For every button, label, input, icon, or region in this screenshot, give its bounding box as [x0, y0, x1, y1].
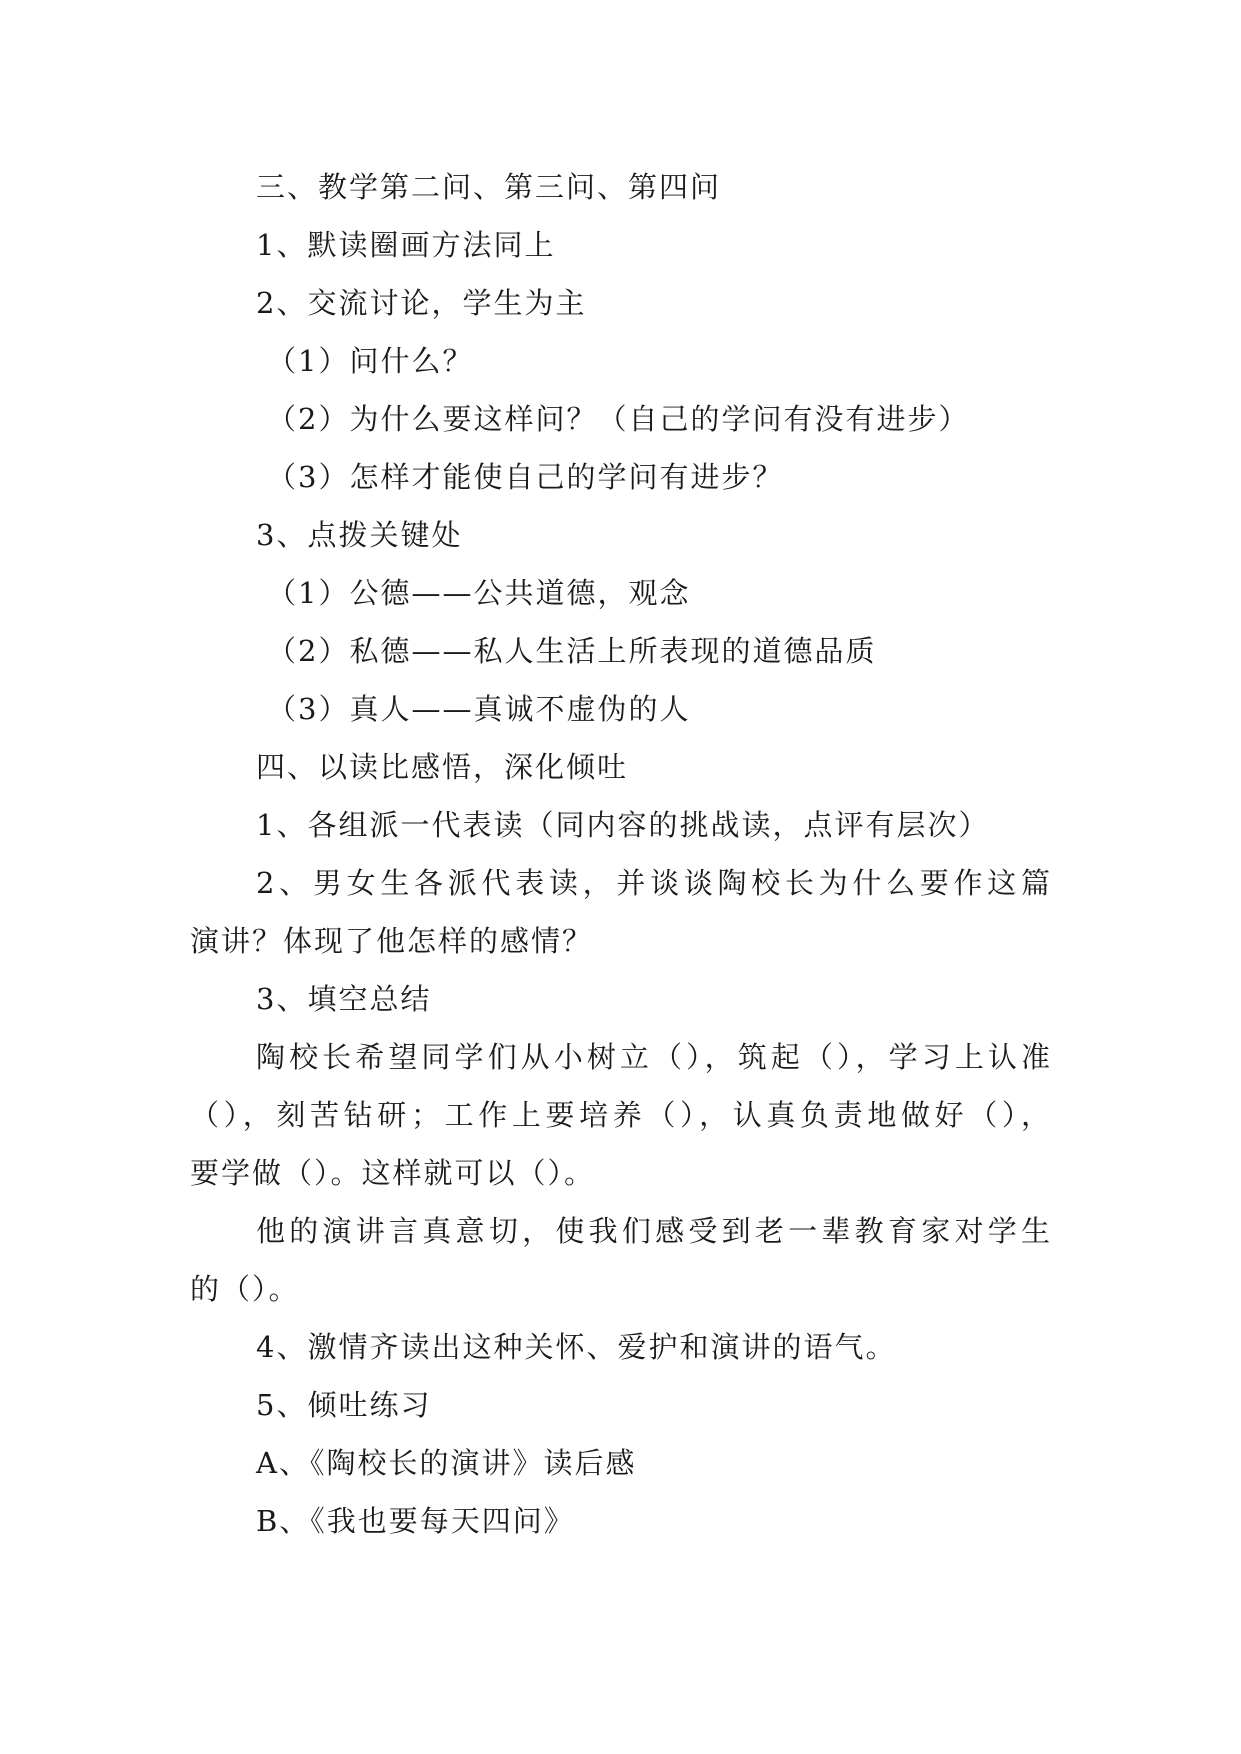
- speech-summary-line-2: 的（）。: [190, 1272, 300, 1306]
- question-item-3: （3）怎样才能使自己的学问有进步？: [267, 460, 784, 494]
- reading-step-2: 2、男女生各派代表读，并谈谈陶校长为什么要作这篇: [256, 866, 1052, 900]
- keypoint-item-3: （3）真人——真诚不虚伪的人: [267, 692, 691, 726]
- reading-step-1: 1、各组派一代表读（同内容的挑战读，点评有层次）: [256, 808, 990, 842]
- question-item-1: （1）问什么？: [267, 344, 474, 378]
- speech-summary-line-1: 他的演讲言真意切，使我们感受到老一辈教育家对学生: [256, 1214, 1052, 1248]
- step-3: 3、点拨关键处: [256, 518, 463, 552]
- section-heading-4: 四、以读比感悟，深化倾吐: [256, 750, 629, 784]
- document-body: [190, 158, 1052, 1550]
- question-item-2: （2）为什么要这样问？（自己的学问有没有进步）: [267, 402, 970, 436]
- exercise-option-a: A、《陶校长的演讲》读后感: [256, 1446, 637, 1480]
- reading-step-2-continued: 演讲？体现了他怎样的感情？: [190, 924, 594, 958]
- keypoint-item-2: （2）私德——私人生活上所表现的道德品质: [267, 634, 877, 668]
- exercise-option-b: B、《我也要每天四问》: [256, 1504, 575, 1538]
- reading-step-4: 4、激情齐读出这种关怀、爱护和演讲的语气。: [256, 1330, 897, 1364]
- step-2: 2、交流讨论，学生为主: [256, 286, 587, 320]
- fill-blank-paragraph-line-2: （），刻苦钻研；工作上要培养（），认真负责地做好（），: [190, 1098, 1052, 1132]
- keypoint-item-1: （1）公德——公共道德，观念: [267, 576, 691, 610]
- fill-blank-paragraph-line-1: 陶校长希望同学们从小树立（），筑起（），学习上认准: [256, 1040, 1052, 1074]
- fill-blank-paragraph-line-3: 要学做（）。这样就可以（）。: [190, 1156, 596, 1190]
- reading-step-5: 5、倾吐练习: [256, 1388, 432, 1422]
- step-1: 1、默读圈画方法同上: [256, 228, 556, 262]
- section-heading-3: 三、教学第二问、第三问、第四问: [256, 170, 722, 204]
- reading-step-3: 3、填空总结: [256, 982, 432, 1016]
